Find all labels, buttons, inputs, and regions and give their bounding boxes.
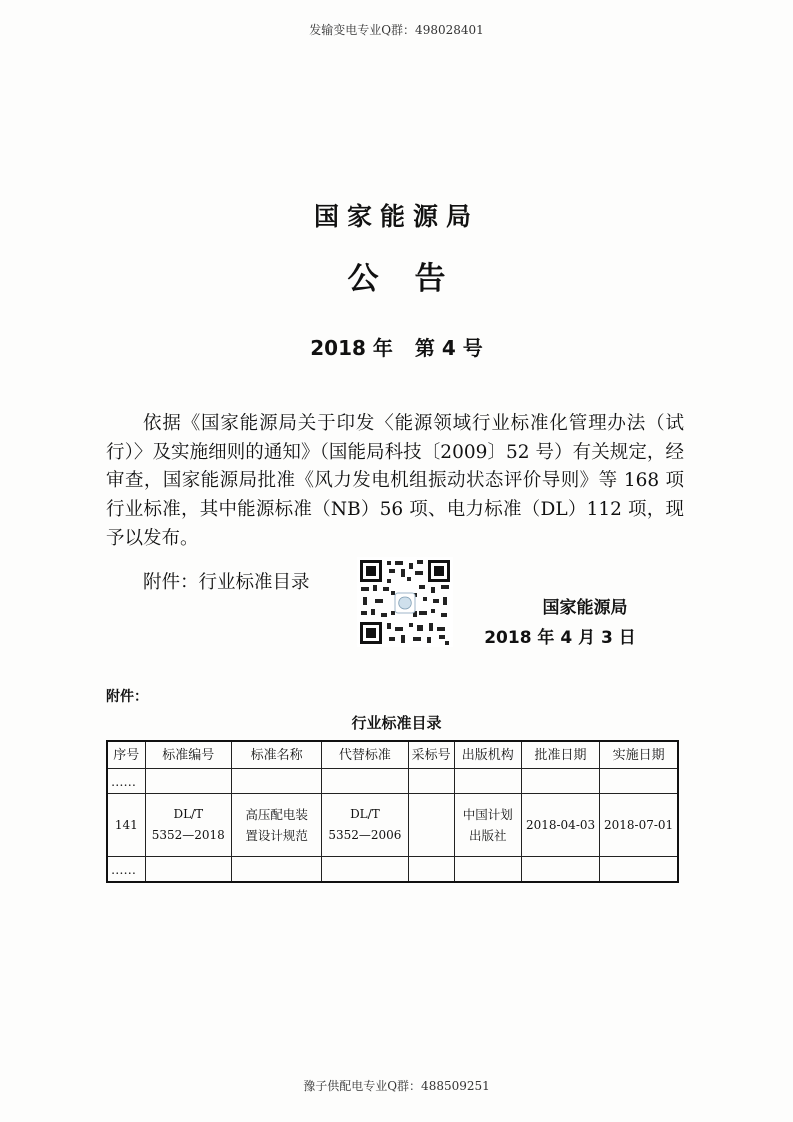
- doc-type-title: 公告: [347, 261, 482, 297]
- announcement-paragraph: 依据《国家能源局关于印发〈能源领域行业标准化管理办法（试行）〉及实施细则的通知》（国能局科技〔2009〕52 号）有关规定，经审查，国家能源局批准《风力发电机组振动状态评价导则》等 168 项行业标准，其中能源标准（NB）56 项、电力标准（DL）112 项，现予以发布。: [106, 413, 684, 549]
- std-name-line-2: 置设计规范: [245, 828, 308, 843]
- publisher-line-1: 中国计划: [462, 807, 513, 822]
- top-watermark: 发输变电专业Q群：498028401: [309, 23, 484, 37]
- ellipsis-cell: ……: [107, 857, 145, 883]
- document-number: [0, 332, 793, 361]
- signature-date: 2018 年 4 月 3 日: [484, 628, 636, 648]
- doc-number: 第 4 号: [414, 336, 483, 360]
- col-header-effective: 实施日期: [600, 741, 678, 769]
- publisher-line-2: 出版社: [469, 828, 507, 843]
- std-name-line-1: 高压配电装: [245, 807, 308, 822]
- bottom-watermark: 豫子供配电专业Q群：488509251: [303, 1079, 490, 1093]
- table-row: [107, 857, 678, 883]
- attachment-note: 附件：行业标准目录: [143, 572, 310, 593]
- std-no-line-2: 5352—2018: [151, 828, 225, 842]
- cell-seq: 141: [107, 794, 145, 857]
- qr-code-image: [357, 557, 453, 647]
- agency-title: 国家能源局: [313, 202, 479, 231]
- table-row: [107, 794, 678, 857]
- replaced-line-2: 5352—2006: [328, 828, 402, 842]
- col-header-replaced: 代替标准: [322, 741, 408, 769]
- standards-table: [106, 740, 679, 883]
- table-row: [107, 769, 678, 794]
- attachment-label: 附件：: [106, 689, 148, 705]
- replaced-line-1: DL/T: [350, 807, 380, 821]
- cell-replaced: [322, 794, 408, 857]
- table-header-row: [107, 741, 678, 769]
- cell-approved: 2018-04-03: [521, 794, 599, 857]
- col-header-adopted: 采标号: [408, 741, 454, 769]
- doc-year: 2018 年: [310, 336, 393, 360]
- cell-publisher: [454, 794, 521, 857]
- table-title: 行业标准目录: [351, 714, 442, 732]
- cell-std-no: [145, 794, 231, 857]
- std-no-line-1: DL/T: [173, 807, 204, 821]
- col-header-std-no: 标准编号: [145, 741, 231, 769]
- signature-org: 国家能源局: [542, 598, 628, 618]
- col-header-approved: 批准日期: [521, 741, 599, 769]
- cell-effective: 2018-07-01: [600, 794, 678, 857]
- col-header-std-name: 标准名称: [231, 741, 321, 769]
- cell-adopted: [408, 794, 454, 857]
- cell-std-name: [231, 794, 321, 857]
- col-header-seq: 序号: [107, 741, 145, 769]
- ellipsis-cell: ……: [107, 769, 145, 794]
- col-header-publisher: 出版机构: [454, 741, 521, 769]
